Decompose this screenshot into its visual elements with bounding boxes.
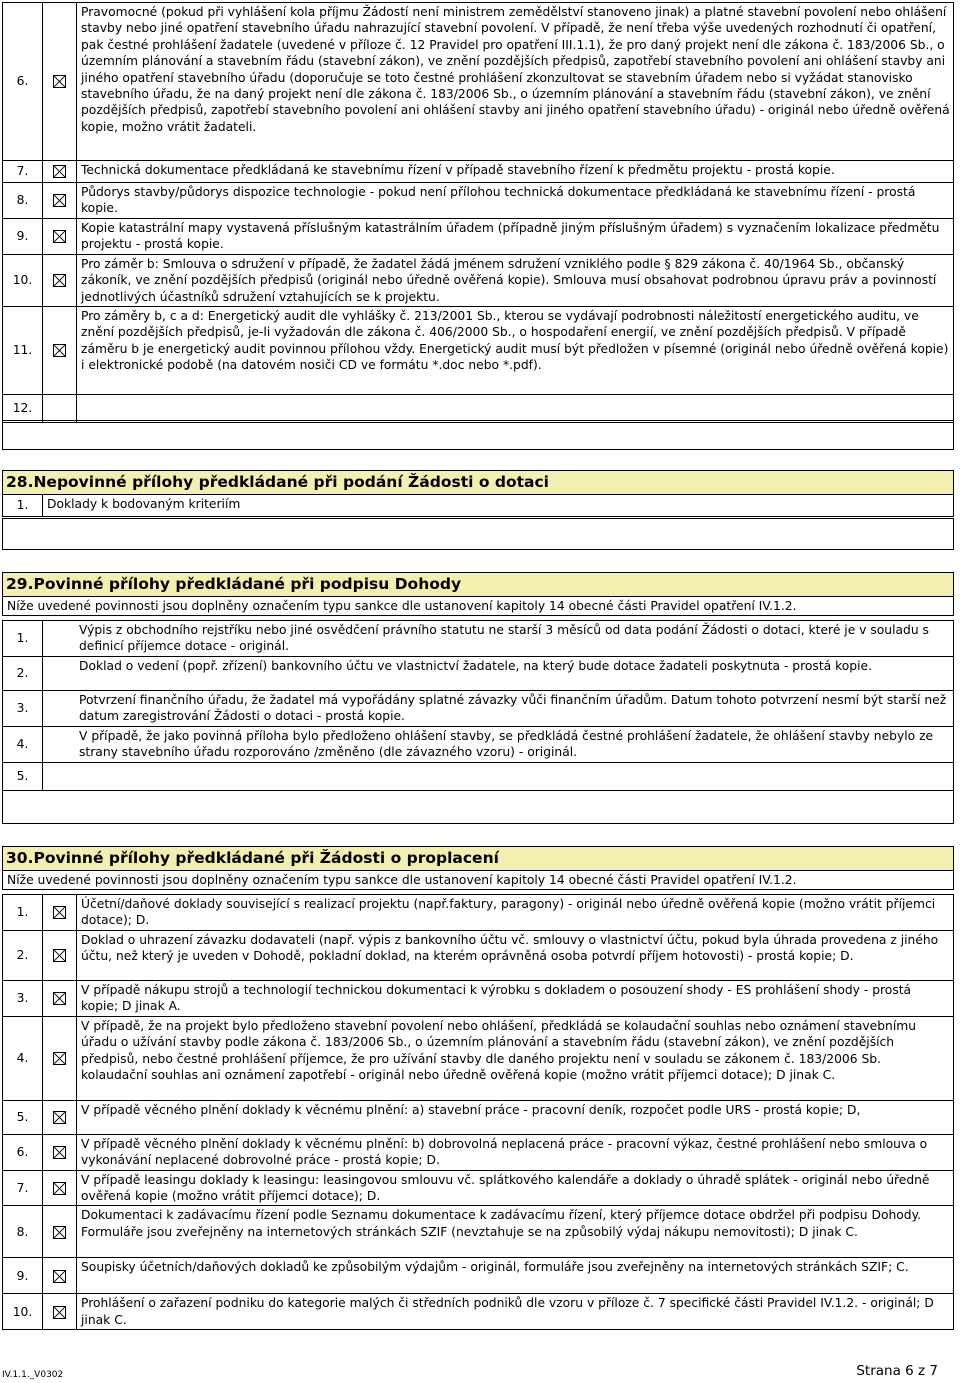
row-number: 9.: [3, 219, 43, 255]
checkbox-empty-cell: [43, 395, 77, 423]
row-text: Dokumentaci k zadávacímu řízení podle Seznamu dokumentace k zadávacímu řízení, který příjemce dotace obdržel při podpisu Dohody. Formuláře jsou zveřejněny na internetových stránkách SZIF (nevztahuje se na způsobilý výdaj nákupu nemovitosti); D jinak C.: [77, 1206, 954, 1258]
row-text: Potvrzení finančního úřadu, že žadatel má vypořádány splatné závazky vůči finančním úřadům. Datum tohoto potvrzení nesmí být starší než datum zaregistrování Žádosti o dotaci - prostá kopie.: [43, 691, 954, 727]
checked-box-icon: [53, 1270, 66, 1283]
table-row: [3, 1206, 954, 1258]
checkbox[interactable]: [43, 1016, 77, 1100]
row-number: 8.: [3, 183, 43, 219]
checked-box-icon: [53, 1052, 66, 1065]
section-28-title: 28.Nepovinné přílohy předkládané při podání Žádosti o dotaci: [2, 470, 954, 494]
checked-box-icon: [53, 230, 66, 243]
table-row: [3, 981, 954, 1017]
row-text: Doklad o vedení (popř. zřízení) bankovního účtu ve vlastnictví žadatele, na který bude dotace žadateli poskytnuta - prostá kopie.: [43, 657, 954, 691]
table-row: [3, 254, 954, 306]
row-text: Výpis z obchodního rejstříku nebo jiné osvědčení právního statutu ne starší 3 měsíců od data podání Žádosti o dotaci, které je v souladu s definicí příjemce dotace - originál.: [43, 621, 954, 657]
checked-box-icon: [53, 344, 66, 357]
row-text: V případě, že jako povinná příloha bylo předloženo ohlášení stavby, se předkládá čestné prohlášení žadatele, že ohlášení stavby nebylo ze strany stavebního úřadu rozporováno /změněno (dle závazného vzoru) - originál.: [43, 726, 954, 762]
row-text: V případě, že na projekt bylo předloženo stavební povolení nebo ohlášení, předkládá se kolaudační souhlas nebo oznámení stavebnímu úřadu o užívání stavby podle zákona č. 183/2006 Sb., o územním plánování a stavebním řádu (stavební zákon), ve znění pozdějších předpisů, nebo čestné prohlášení příjemce, že pro užívání stavby dle daného projektu není v souladu se zákonem č. 183/2006 Sb. kolaudační souhlas ani oznámení zapotřebí - originál nebo úředně ověřená kopie (možno vrátit příjemci dotace); D jinak C.: [77, 1016, 954, 1100]
row-text: [43, 762, 954, 790]
checked-box-icon: [53, 1182, 66, 1195]
checkbox[interactable]: [43, 1170, 77, 1206]
table-row: [3, 1170, 954, 1206]
document-code: IV.1.1._V0302: [2, 1370, 64, 1380]
row-text: V případě leasingu doklady k leasingu: leasingovou smlouvu vč. splátkového kalendáře a doklady o úhradě splátek - originál nebo úředně ověřená kopie (možno vrátit příjemci dotace); D.: [77, 1170, 954, 1206]
row-number: 1.: [3, 621, 43, 657]
checkbox[interactable]: [43, 1294, 77, 1330]
table-row: [3, 495, 954, 517]
checkbox[interactable]: [43, 1100, 77, 1134]
checkbox[interactable]: [43, 895, 77, 931]
checked-box-icon: [53, 1111, 66, 1124]
table-row: [3, 1258, 954, 1294]
row-text: Pravomocné (pokud při vyhlášení kola příjmu Žádostí není ministrem zemědělství stanoveno jinak) a platné stavební povolení nebo ohlášení stavby nebo jiné opatření stavebního úřadu nahrazující stavební povolení. V případě, že není třeba výše uvedených rozhodnutí či opatření, pak čestné prohlášení žadatele (uvedené v příloze č. 12 Pravidel pro opatření III.1.1), že pro daný projekt není dle zákona č. 183/2006 Sb., o územním plánování a stavebním řádu (stavební zákon), ve znění pozdějších předpisů, zapotřebí stavebního povolení ani ohlášení stavby ani jiného opatření stavebního úřadu (doporučuje se toto čestné prohlášení zkonzultovat se stavebním úřadem nebo si vyžádat stanovisko stavebního úřadu, že na daný projekt není dle zákona č. 183/2006 Sb., o územním plánování a stavebním řádu (stavební zákon), ve znění pozdějších předpisů, zapotřebí stavebního povolení ani ohlášení stavby ani jiného opatření stavebního úřadu) - originál nebo úředně ověřená kopie, možno vrátit žadateli.: [77, 3, 954, 161]
spacer-box: [2, 420, 954, 450]
row-number: 1.: [3, 495, 43, 517]
table-row: [3, 161, 954, 183]
table-row: [3, 219, 954, 255]
table-row: [3, 621, 954, 657]
page-number: Strana 6 z 7: [856, 1363, 938, 1379]
row-number: 3.: [3, 691, 43, 727]
row-number: 4.: [3, 726, 43, 762]
spacer-box: [2, 790, 954, 824]
row-number: 8.: [3, 1206, 43, 1258]
row-text: Pro záměr b: Smlouva o sdružení v případě, že žadatel žádá jménem sdružení vzniklého podle § 829 zákona č. 40/1964 Sb., občanský zákoník, ve znění pozdějších předpisů (originál nebo úředně ověřená kopie). Smlouva musí obsahovat podrobnou úpravu práv a povinností jednotlivých účastníků sdružení vztahujících se k projektu.: [77, 254, 954, 306]
row-text: Kopie katastrální mapy vystavená příslušným katastrálním úřadem (případně jiným příslušným úřadem) s vyznačením lokalizace předmětu projektu - prostá kopie.: [77, 219, 954, 255]
section-30-title: 30.Povinné přílohy předkládané při Žádosti o proplacení: [2, 846, 954, 870]
row-number: 12.: [3, 395, 43, 423]
table-row: [3, 895, 954, 931]
row-number: 6.: [3, 1134, 43, 1170]
checked-box-icon: [53, 75, 66, 88]
row-number: 10.: [3, 1294, 43, 1330]
row-text: V případě nákupu strojů a technologií technickou dokumentaci k výrobku s dokladem o posouzení shody - ES prohlášení shody - prostá kopie; D jinak A.: [77, 981, 954, 1017]
checked-box-icon: [53, 949, 66, 962]
row-number: 5.: [3, 762, 43, 790]
section-29-table: [2, 620, 954, 791]
table-row: [3, 183, 954, 219]
checked-box-icon: [53, 1226, 66, 1239]
checked-box-icon: [53, 1146, 66, 1159]
row-text: Technická dokumentace předkládaná ke stavebnímu řízení v případě stavebního řízení k předmětu projektu - prostá kopie.: [77, 161, 954, 183]
row-text: Účetní/daňové doklady související s realizací projektu (např.faktury, paragony) - originál nebo úředně ověřená kopie (možno vrátit příjemci dotace); D.: [77, 895, 954, 931]
row-number: 4.: [3, 1016, 43, 1100]
row-text: Půdorys stavby/půdorys dispozice technologie - pokud není přílohou technická dokumentace předkládaná ke stavebnímu řízení - prostá kopie.: [77, 183, 954, 219]
table-row: [3, 1016, 954, 1100]
table-row: [3, 1294, 954, 1330]
row-number: 9.: [3, 1258, 43, 1294]
spacer-box: [2, 518, 954, 550]
checkbox[interactable]: [43, 254, 77, 306]
row-number: 11.: [3, 307, 43, 395]
row-text: Soupisky účetních/daňových dokladů ke způsobilým výdajům - originál, formuláře jsou zveřejněny na internetových stránkách SZIF; C.: [77, 1258, 954, 1294]
checkbox[interactable]: [43, 1134, 77, 1170]
checkbox[interactable]: [43, 307, 77, 395]
row-text: V případě věcného plnění doklady k věcnému plnění: b) dobrovolná neplacená práce - pracovní výkaz, čestné prohlášení nebo smlouva o vykonávání neplacené dobrovolné práce - prostá kopie; D.: [77, 1134, 954, 1170]
table-row: [3, 307, 954, 395]
table-row: [3, 3, 954, 161]
row-text: V případě věcného plnění doklady k věcnému plnění: a) stavební práce - pracovní deník, rozpočet podle URS - prostá kopie; D,: [77, 1100, 954, 1134]
checkbox[interactable]: [43, 981, 77, 1017]
row-text: [77, 395, 954, 423]
row-text: Prohlášení o zařazení podniku do kategorie malých či středních podniků dle vzoru v příloze č. 7 specifické části Pravidel IV.1.2. - originál; D jinak C.: [77, 1294, 954, 1330]
checkbox[interactable]: [43, 219, 77, 255]
section-30-table: [2, 894, 954, 1330]
checkbox[interactable]: [43, 1258, 77, 1294]
row-number: 6.: [3, 3, 43, 161]
checkbox[interactable]: [43, 3, 77, 161]
row-number: 7.: [3, 1170, 43, 1206]
attachments-table-continued: [2, 2, 954, 423]
section-29-title: 29.Povinné přílohy předkládané při podpisu Dohody: [2, 572, 954, 596]
checkbox[interactable]: [43, 931, 77, 981]
row-text: Doklady k bodovaným kriteriím: [43, 495, 954, 517]
table-row: [3, 931, 954, 981]
checkbox[interactable]: [43, 183, 77, 219]
table-row: [3, 1100, 954, 1134]
table-row: [3, 395, 954, 423]
checkbox[interactable]: [43, 161, 77, 183]
row-number: 2.: [3, 931, 43, 981]
row-number: 10.: [3, 254, 43, 306]
table-row: [3, 691, 954, 727]
row-number: 1.: [3, 895, 43, 931]
row-text: Doklad o uhrazení závazku dodavateli (např. výpis z bankovního účtu vč. smlouvy o vlastnictví účtu, pokud byla úhrada provedena z jiného účtu, než který je uveden v Dohodě, pokladní doklad, na kterém oprávněná osoba potvrdí příjem hotovosti) - prostá kopie; D.: [77, 931, 954, 981]
checked-box-icon: [53, 1306, 66, 1319]
table-row: [3, 657, 954, 691]
checked-box-icon: [53, 165, 66, 178]
checked-box-icon: [53, 992, 66, 1005]
section-30-note: Níže uvedené povinnosti jsou doplněny označením typu sankce dle ustanovení kapitoly 14 obecné části Pravidel opatření IV.1.2.: [2, 870, 954, 890]
section-28-table: [2, 494, 954, 517]
section-29-note: Níže uvedené povinnosti jsou doplněny označením typu sankce dle ustanovení kapitoly 14 obecné části Pravidel opatření IV.1.2.: [2, 596, 954, 616]
checkbox[interactable]: [43, 1206, 77, 1258]
row-text: Pro záměry b, c a d: Energetický audit dle vyhlášky č. 213/2001 Sb., kterou se vydávají podrobnosti náležitostí energetického auditu, ve znění pozdějších předpisů, je-li vyžadován dle zákona č. 406/2000 Sb., o hospodaření energií, ve znění pozdějších předpisů. V případě záměru b je energetický audit povinnou přílohou vždy. Energetický audit musí být předložen v písemné (originál nebo úředně ověřená kopie) i elektronické podobě (na datovém nosiči CD ve formátu *.doc nebo *.pdf).: [77, 307, 954, 395]
checked-box-icon: [53, 906, 66, 919]
table-row: [3, 1134, 954, 1170]
row-number: 3.: [3, 981, 43, 1017]
row-number: 5.: [3, 1100, 43, 1134]
row-number: 7.: [3, 161, 43, 183]
checked-box-icon: [53, 274, 66, 287]
table-row: [3, 762, 954, 790]
table-row: [3, 726, 954, 762]
row-number: 2.: [3, 657, 43, 691]
checked-box-icon: [53, 194, 66, 207]
